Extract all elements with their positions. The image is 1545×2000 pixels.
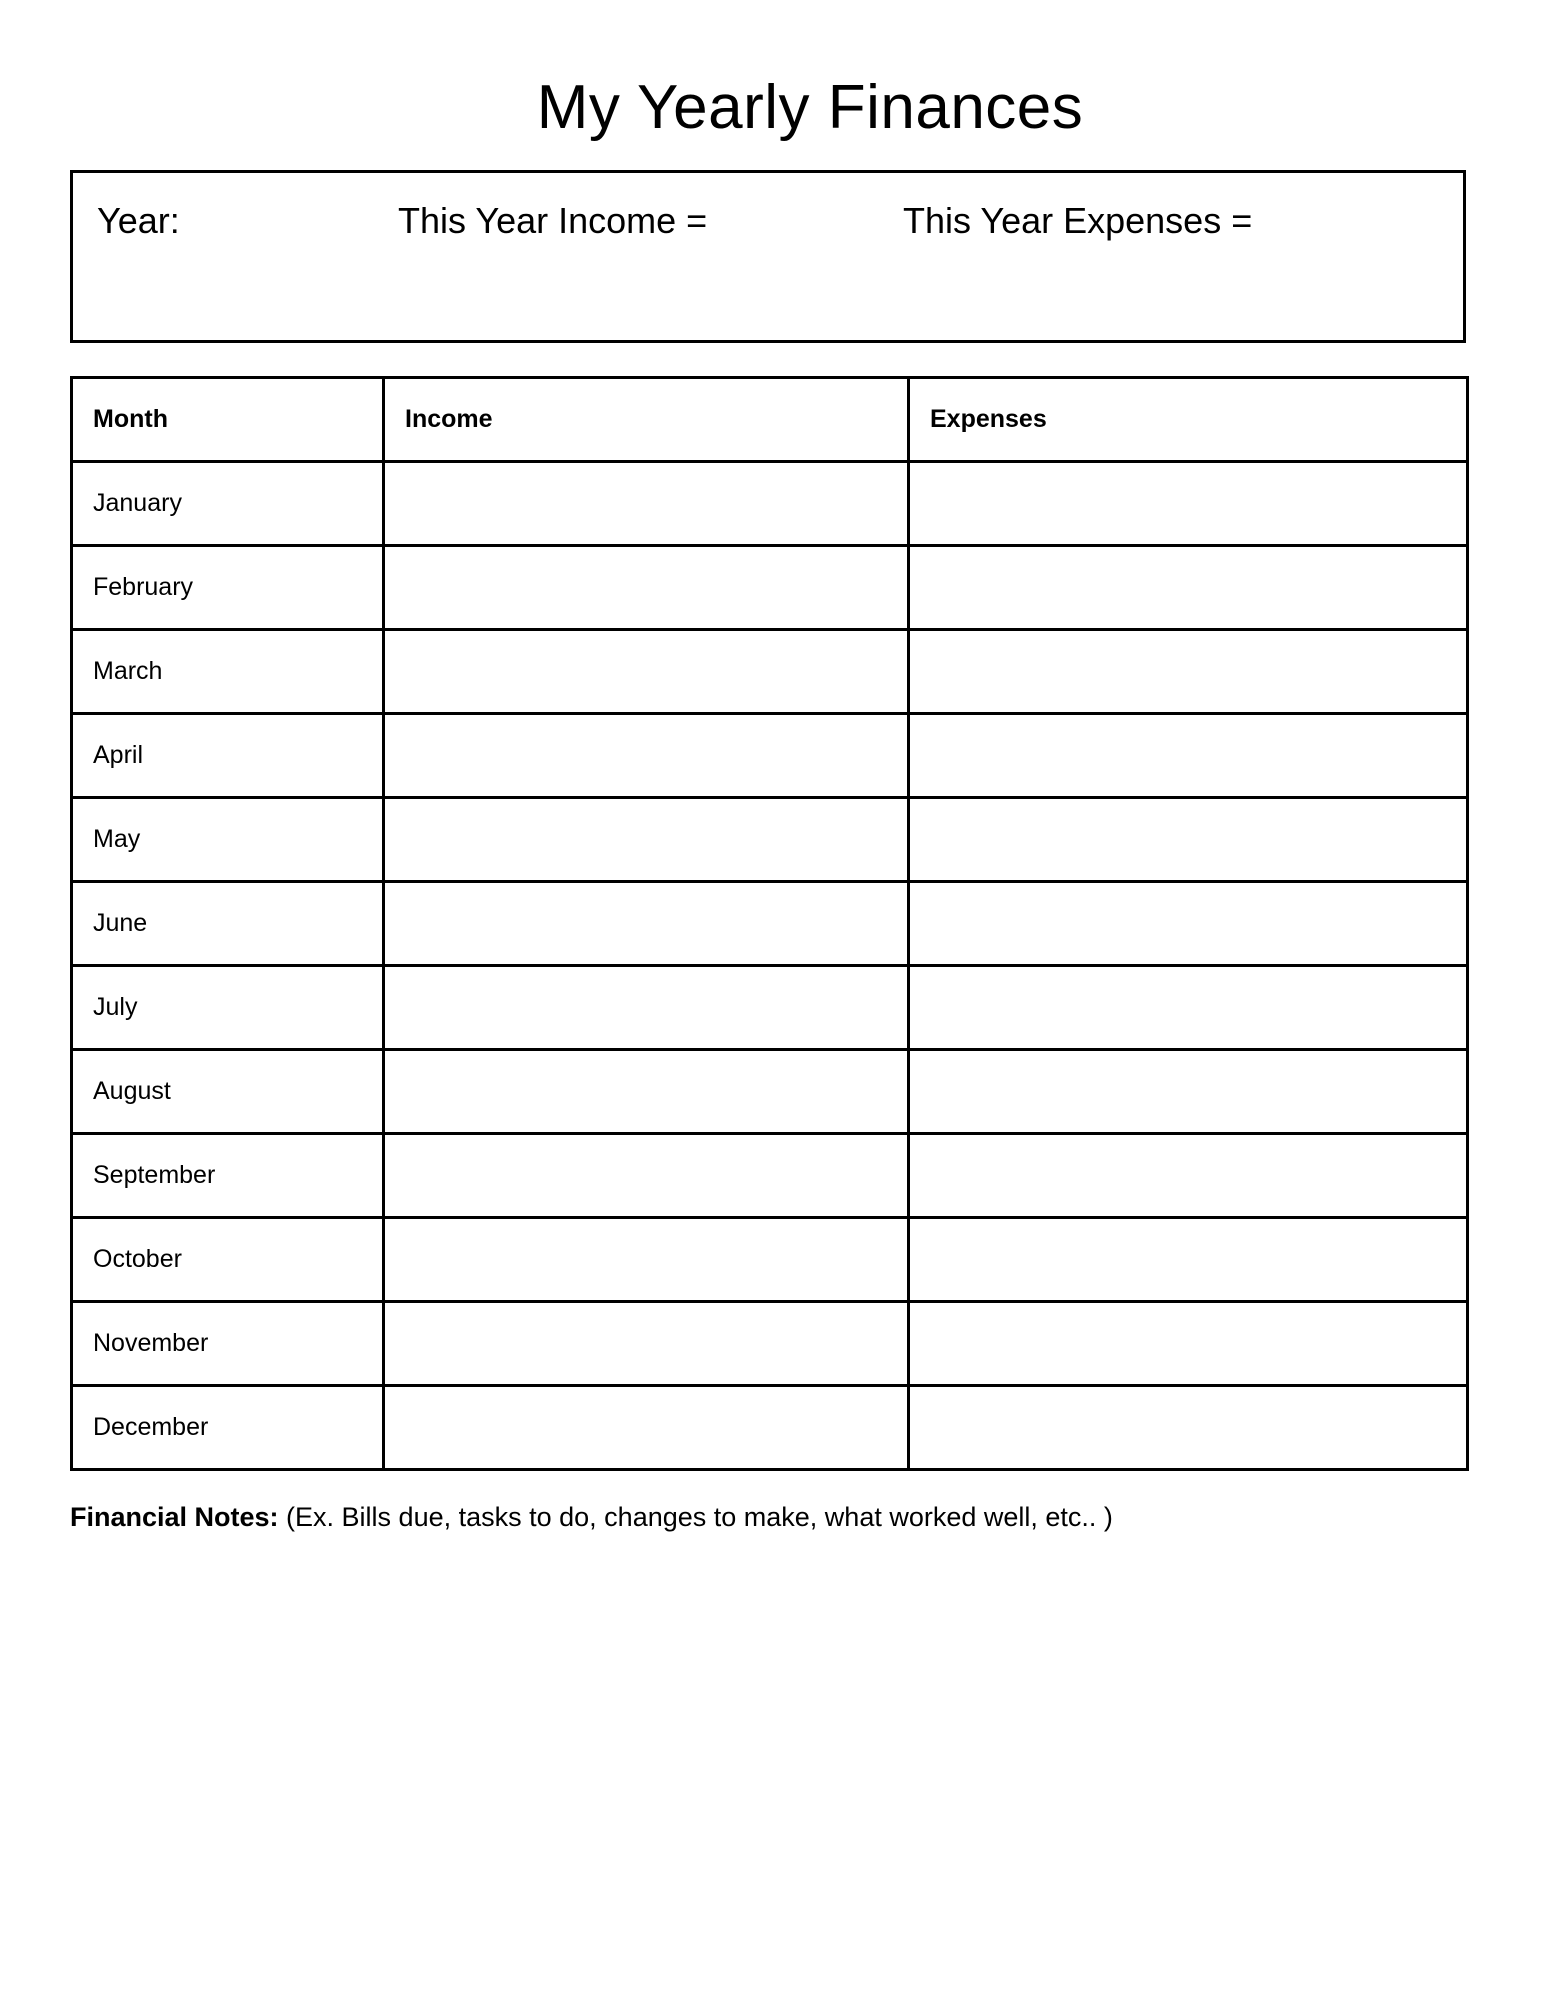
income-cell[interactable] [384,1218,909,1302]
expenses-cell[interactable] [909,798,1468,882]
column-header-expenses: Expenses [909,378,1468,462]
month-cell: November [72,1302,384,1386]
month-cell: September [72,1134,384,1218]
year-expenses-label: This Year Expenses = [903,200,1253,241]
expenses-cell[interactable] [909,462,1468,546]
income-cell[interactable] [384,714,909,798]
monthly-finances-table [70,376,1469,1471]
income-cell[interactable] [384,630,909,714]
month-cell: December [72,1386,384,1470]
year-label: Year: [97,200,180,241]
table-row [72,1386,1468,1470]
expenses-cell[interactable] [909,1134,1468,1218]
table-row [72,630,1468,714]
income-cell[interactable] [384,462,909,546]
table-row [72,462,1468,546]
income-cell[interactable] [384,1050,909,1134]
expenses-cell[interactable] [909,630,1468,714]
expenses-cell[interactable] [909,546,1468,630]
month-cell: August [72,1050,384,1134]
expenses-cell[interactable] [909,714,1468,798]
income-cell[interactable] [384,1386,909,1470]
expenses-cell[interactable] [909,1050,1468,1134]
table-row [72,966,1468,1050]
expenses-cell[interactable] [909,1218,1468,1302]
financial-notes-label: Financial Notes: [70,1502,279,1532]
expenses-cell[interactable] [909,882,1468,966]
table-row [72,1218,1468,1302]
yearly-summary-box [70,170,1466,343]
expenses-cell[interactable] [909,1386,1468,1470]
income-cell[interactable] [384,882,909,966]
month-cell: October [72,1218,384,1302]
expenses-cell[interactable] [909,966,1468,1050]
month-cell: June [72,882,384,966]
month-cell: May [72,798,384,882]
table-row [72,546,1468,630]
month-cell: February [72,546,384,630]
page-title: My Yearly Finances [536,73,1084,142]
table-row [72,714,1468,798]
income-cell[interactable] [384,966,909,1050]
table-row [72,798,1468,882]
financial-notes [70,1497,1113,1537]
income-cell[interactable] [384,1134,909,1218]
table-row [72,1134,1468,1218]
table-body [72,462,1468,1470]
financial-notes-hint: (Ex. Bills due, tasks to do, changes to make, what worked well, etc.. ) [278,1502,1113,1532]
table-row [72,1050,1468,1134]
column-header-month: Month [72,378,384,462]
month-cell: January [72,462,384,546]
table-header-row [72,378,1468,462]
income-cell[interactable] [384,546,909,630]
month-cell: March [72,630,384,714]
month-cell: April [72,714,384,798]
month-cell: July [72,966,384,1050]
income-cell[interactable] [384,798,909,882]
income-cell[interactable] [384,1302,909,1386]
table-row [72,882,1468,966]
column-header-income: Income [384,378,909,462]
table-row [72,1302,1468,1386]
expenses-cell[interactable] [909,1302,1468,1386]
year-income-label: This Year Income = [398,200,708,241]
